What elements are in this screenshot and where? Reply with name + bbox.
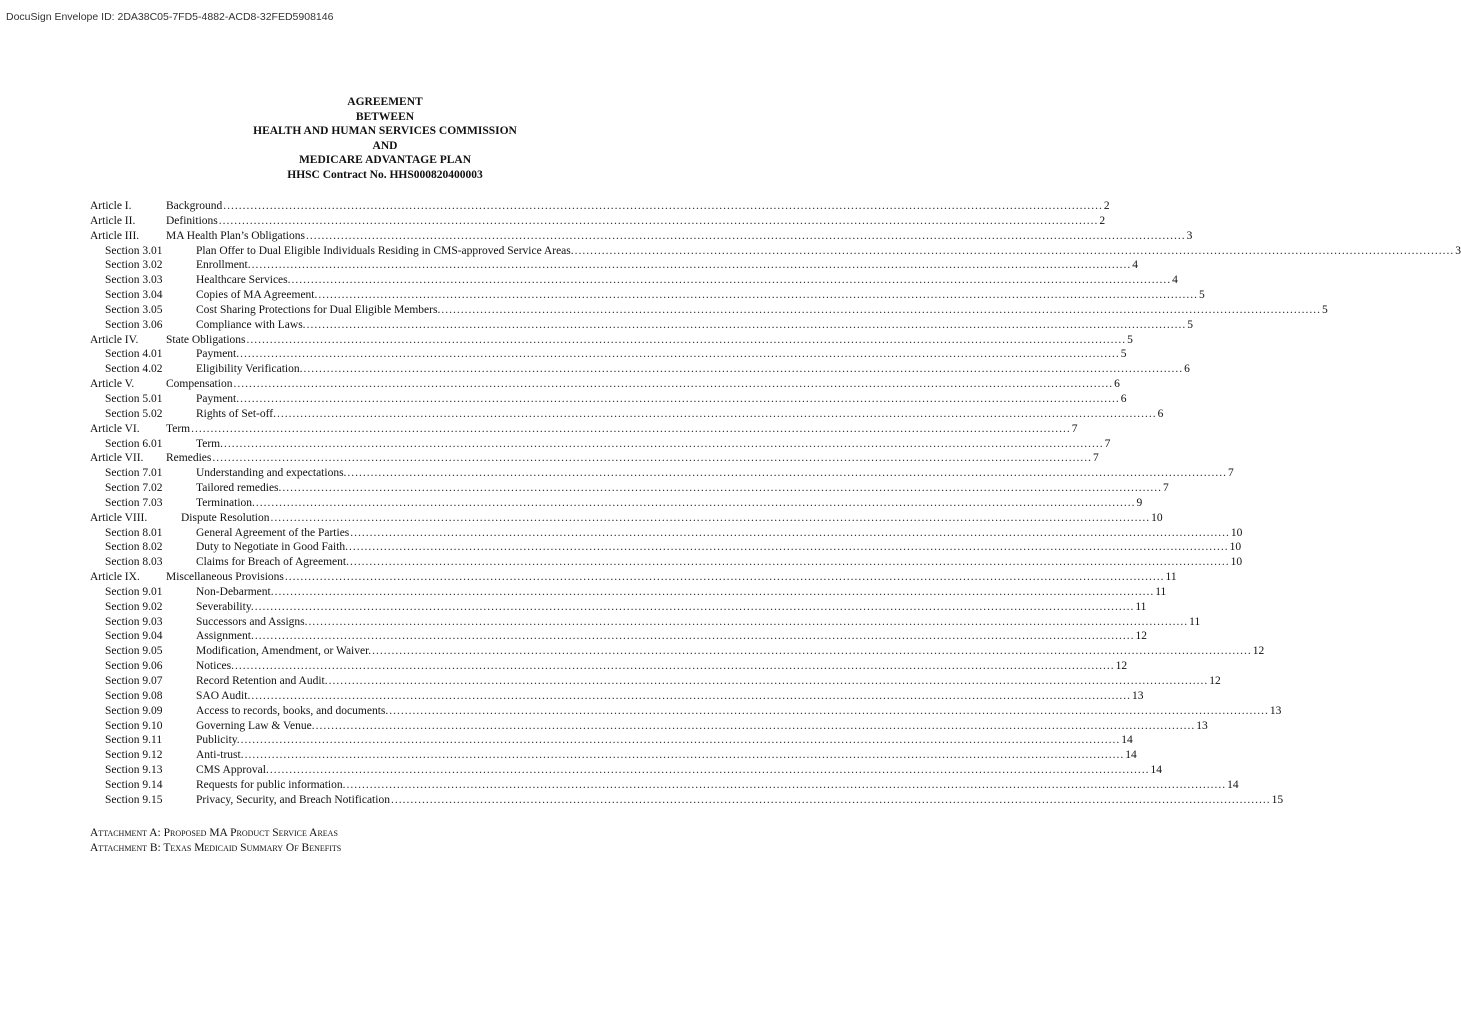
toc-section-row[interactable]	[90, 481, 1169, 496]
toc-page-number: 5	[1120, 348, 1127, 361]
toc-page-number: 6	[1157, 407, 1164, 420]
toc-entry-number: Section 9.10	[105, 719, 163, 732]
toc-dot-leader	[256, 496, 1136, 511]
toc-page-number: 7	[1163, 482, 1169, 495]
toc-entry-title: General Agreement of the Parties	[196, 526, 350, 539]
toc-page-number: 10	[1229, 541, 1242, 554]
toc-section-row[interactable]	[90, 555, 1243, 570]
toc-entry-title: Definitions	[166, 214, 218, 227]
toc-page-number: 3	[1186, 229, 1193, 242]
toc-dot-leader	[303, 362, 1183, 377]
toc-entry-number: Section 9.03	[105, 615, 163, 628]
toc-page-number: 12	[1209, 675, 1221, 687]
toc-section-row[interactable]	[90, 437, 1111, 452]
toc-section-row[interactable]	[90, 778, 1239, 793]
toc-section-row[interactable]	[90, 318, 1193, 333]
toc-article-row[interactable]	[90, 511, 1163, 526]
toc-entry-title: Compensation	[166, 378, 233, 391]
toc-page-number: 2	[1099, 214, 1106, 227]
toc-entry-title: Tailored remedies.	[196, 482, 282, 495]
toc-section-row[interactable]	[90, 644, 1265, 659]
toc-dot-leader	[219, 214, 1099, 229]
toc-dot-leader	[270, 763, 1150, 778]
toc-entry-number: Article IV.	[90, 333, 139, 346]
toc-section-row[interactable]	[90, 600, 1147, 615]
toc-entry-number: Section 9.11	[105, 734, 163, 747]
toc-page-number: 5	[1187, 318, 1193, 331]
toc-entry-number: Section 8.01	[105, 526, 163, 539]
toc-article-row[interactable]	[90, 229, 1193, 244]
toc-article-row[interactable]	[90, 199, 1110, 214]
toc-section-row[interactable]	[90, 362, 1190, 377]
toc-entry-title: Plan Offer to Dual Eligible Individuals Residing in CMS-approved Service Areas.	[196, 244, 574, 257]
toc-dot-leader	[275, 585, 1155, 600]
title-line-ma-plan: MEDICARE ADVANTAGE PLAN	[298, 154, 472, 167]
toc-page-number: 5	[1127, 333, 1133, 346]
toc-entry-title: Term	[166, 422, 191, 435]
toc-section-row[interactable]	[90, 748, 1137, 763]
toc-dot-leader	[240, 392, 1120, 407]
attachments-list	[90, 826, 341, 856]
toc-entry-number: Section 9.12	[105, 749, 163, 762]
toc-dot-leader	[372, 644, 1252, 659]
toc-section-row[interactable]	[90, 585, 1167, 600]
toc-entry-number: Article III.	[90, 229, 140, 242]
toc-section-row[interactable]	[90, 540, 1242, 555]
toc-entry-title: Requests for public information.	[196, 778, 346, 791]
toc-entry-number: Section 9.07	[105, 675, 163, 687]
toc-entry-number: Section 9.06	[105, 660, 163, 673]
toc-entry-number: Section 4.01	[105, 348, 163, 361]
toc-section-row[interactable]	[90, 793, 1284, 808]
toc-page-number: 6	[1184, 363, 1190, 376]
toc-entry-number: Article VII.	[90, 452, 144, 465]
toc-page-number: 2	[1103, 200, 1110, 212]
toc-entry-number: Section 7.01	[105, 467, 163, 480]
toc-dot-leader	[316, 719, 1196, 734]
toc-entry-number: Section 9.04	[105, 630, 163, 643]
toc-article-row[interactable]	[90, 214, 1106, 229]
toc-entry-number: Section 3.06	[105, 318, 163, 331]
toc-dot-leader	[255, 629, 1135, 644]
toc-page-number: 14	[1227, 778, 1239, 791]
toc-entry-title: Privacy, Security, and Breach Notification	[196, 793, 390, 806]
toc-article-row[interactable]	[90, 451, 1099, 466]
toc-entry-title: Healthcare Services.	[196, 274, 291, 287]
toc-article-row[interactable]	[90, 377, 1120, 392]
toc-entry-title: State Obligations	[166, 333, 246, 346]
toc-entry-number: Article VIII.	[90, 511, 148, 524]
toc-dot-leader	[212, 451, 1092, 466]
toc-entry-title: Background	[166, 200, 223, 212]
toc-dot-leader	[271, 511, 1151, 526]
toc-entry-number: Section 9.01	[105, 585, 163, 598]
table-of-contents	[90, 199, 1461, 808]
toc-entry-title: Termination.	[196, 496, 255, 509]
toc-entry-number: Section 8.02	[105, 541, 163, 554]
title-line-agreement: AGREEMENT	[347, 96, 423, 108]
toc-entry-number: Section 6.01	[105, 437, 163, 450]
toc-page-number: 11	[1155, 585, 1167, 598]
toc-entry-number: Section 5.01	[105, 392, 163, 405]
toc-entry-title: Miscellaneous Provisions	[166, 571, 284, 584]
toc-entry-title: Assignment.	[196, 630, 254, 643]
toc-section-row[interactable]	[90, 496, 1143, 511]
toc-entry-title: Severability.	[196, 600, 254, 613]
toc-page-number: 14	[1150, 764, 1162, 777]
toc-page-number: 7	[1092, 452, 1099, 465]
toc-page-number: 13	[1196, 719, 1208, 732]
toc-entry-title: Eligibility Verification.	[196, 363, 303, 376]
toc-dot-leader	[255, 600, 1135, 615]
toc-page-number: 7	[1228, 467, 1234, 480]
toc-entry-number: Section 3.01	[105, 244, 163, 257]
toc-entry-number: Section 9.09	[105, 704, 163, 717]
toc-entry-title: Anti-trust.	[196, 749, 244, 762]
toc-page-number: 11	[1189, 615, 1201, 628]
toc-section-row[interactable]	[90, 288, 1205, 303]
toc-entry-title: Notices.	[196, 660, 235, 673]
toc-entry-title: Copies of MA Agreement.	[196, 289, 318, 302]
toc-entry-number: Article II.	[90, 214, 136, 227]
toc-page-number: 10	[1230, 556, 1243, 569]
title-line-between: BETWEEN	[355, 110, 415, 123]
toc-page-number: 11	[1135, 600, 1147, 613]
toc-page-number: 15	[1271, 793, 1284, 806]
toc-page-number: 6	[1114, 378, 1120, 391]
toc-entry-title: Publicity.	[196, 734, 240, 747]
toc-entry-title: Successors and Assigns.	[196, 615, 308, 628]
toc-entry-number: Section 8.03	[105, 556, 163, 569]
toc-page-number: 12	[1115, 660, 1128, 673]
toc-entry-title: Claims for Breach of Agreement.	[196, 556, 349, 569]
toc-entry-title: Governing Law & Venue.	[196, 719, 315, 732]
toc-entry-number: Section 9.08	[105, 689, 163, 702]
toc-entry-title: Duty to Negotiate in Good Faith.	[196, 541, 349, 554]
toc-entry-number: Section 9.02	[105, 600, 163, 613]
toc-article-row[interactable]	[90, 570, 1177, 585]
toc-section-row[interactable]	[90, 347, 1127, 362]
toc-dot-leader	[306, 229, 1186, 244]
toc-entry-title: Record Retention and Audit.	[196, 675, 328, 687]
toc-entry-title: Compliance with Laws.	[196, 318, 306, 331]
toc-entry-number: Section 7.03	[105, 496, 163, 509]
toc-dot-leader	[307, 318, 1187, 333]
toc-page-number: 11	[1165, 571, 1177, 584]
toc-entry-title: Payment.	[196, 348, 240, 361]
toc-entry-number: Article I.	[90, 200, 132, 212]
toc-page-number: 7	[1071, 422, 1078, 435]
toc-entry-number: Section 9.05	[105, 645, 163, 658]
attachment-entry: Attachment A: Proposed MA Product Service Areas	[90, 827, 338, 839]
toc-dot-leader	[389, 704, 1269, 719]
toc-dot-leader	[277, 407, 1157, 422]
toc-entry-title: Cost Sharing Protections for Dual Eligible Members.	[196, 303, 441, 316]
toc-page-number: 4	[1172, 274, 1178, 287]
toc-dot-leader	[346, 778, 1226, 793]
toc-section-row[interactable]	[90, 407, 1164, 422]
toc-section-row[interactable]	[90, 659, 1128, 674]
toc-page-number: 5	[1321, 303, 1328, 316]
toc-dot-leader	[245, 748, 1125, 763]
toc-section-row[interactable]	[90, 689, 1144, 704]
toc-section-row[interactable]	[90, 258, 1138, 273]
toc-dot-leader	[241, 733, 1121, 748]
toc-dot-leader	[347, 466, 1227, 481]
toc-dot-leader	[247, 333, 1127, 348]
toc-section-row[interactable]	[90, 526, 1243, 541]
toc-section-row[interactable]	[90, 674, 1221, 689]
toc-entry-number: Section 9.15	[105, 793, 163, 806]
toc-dot-leader	[349, 540, 1229, 555]
toc-page-number: 10	[1230, 526, 1243, 539]
toc-dot-leader	[252, 258, 1132, 273]
toc-section-row[interactable]	[90, 763, 1162, 778]
toc-entry-title: Enrollment.	[196, 259, 251, 272]
toc-dot-leader	[318, 288, 1198, 303]
title-line-hhsc: HEALTH AND HUMAN SERVICES COMMISSION	[253, 125, 517, 138]
title-line-contract-no: HHSC Contract No. HHS000820400003	[287, 168, 483, 181]
toc-dot-leader	[292, 273, 1172, 288]
toc-entry-title: Payment.	[196, 392, 240, 405]
toc-dot-leader	[282, 481, 1162, 496]
toc-entry-title: MA Health Plan’s Obligations	[166, 229, 305, 242]
toc-dot-leader	[240, 347, 1120, 362]
toc-page-number: 10	[1151, 511, 1163, 524]
toc-dot-leader	[309, 615, 1189, 630]
toc-page-number: 14	[1121, 734, 1133, 747]
toc-entry-title: Non-Debarment.	[196, 585, 274, 598]
toc-section-row[interactable]	[90, 615, 1201, 630]
toc-dot-leader	[441, 303, 1321, 318]
toc-entry-number: Section 4.02	[105, 363, 163, 376]
toc-page-number: 7	[1104, 437, 1111, 450]
toc-dot-leader	[223, 199, 1103, 214]
toc-dot-leader	[350, 555, 1230, 570]
title-line-and: AND	[372, 139, 398, 152]
toc-entry-number: Article VI.	[90, 422, 140, 435]
toc-page-number: 6	[1120, 392, 1127, 405]
toc-entry-number: Section 3.05	[105, 303, 163, 316]
toc-dot-leader	[224, 437, 1104, 452]
toc-page-number: 12	[1135, 630, 1147, 643]
toc-entry-number: Section 3.02	[105, 259, 163, 272]
attachment-entry: Attachment B: Texas Medicaid Summary Of Benefits	[90, 841, 342, 854]
toc-section-row[interactable]	[90, 629, 1147, 644]
toc-entry-title: Remedies	[166, 452, 212, 465]
toc-article-row[interactable]	[90, 333, 1133, 348]
toc-entry-title: SAO Audit.	[196, 689, 251, 702]
toc-dot-leader	[575, 244, 1455, 259]
toc-entry-number: Section 9.13	[105, 764, 163, 777]
toc-entry-number: Section 3.04	[105, 289, 163, 302]
toc-entry-title: Modification, Amendment, or Waiver.	[196, 645, 372, 658]
toc-section-row[interactable]	[90, 719, 1208, 734]
toc-entry-title: Understanding and expectations.	[196, 467, 347, 480]
toc-entry-title: Rights of Set-off.	[196, 407, 276, 420]
toc-entry-number: Section 3.03	[105, 274, 163, 287]
toc-section-row[interactable]	[90, 466, 1234, 481]
toc-section-row[interactable]	[90, 303, 1328, 318]
toc-article-row[interactable]	[90, 422, 1078, 437]
toc-entry-number: Section 7.02	[105, 482, 163, 495]
toc-entry-title: Term.	[196, 437, 223, 450]
docusign-envelope-id: DocuSign Envelope ID: 2DA38C05-7FD5-4882-ACD8-32FED5908146	[6, 11, 334, 23]
toc-page-number: 3	[1455, 244, 1461, 257]
toc-page-number: 4	[1132, 259, 1138, 272]
toc-page-number: 14	[1125, 749, 1137, 762]
document-title	[0, 95, 770, 183]
toc-dot-leader	[285, 570, 1165, 585]
toc-dot-leader	[391, 793, 1271, 808]
toc-dot-leader	[235, 659, 1115, 674]
toc-entry-title: Access to records, books, and documents.	[196, 704, 389, 717]
toc-page-number: 13	[1131, 689, 1144, 702]
toc-dot-leader	[233, 377, 1113, 392]
toc-section-row[interactable]	[90, 244, 1461, 259]
toc-section-row[interactable]	[90, 273, 1178, 288]
toc-section-row[interactable]	[90, 733, 1133, 748]
toc-page-number: 12	[1252, 645, 1265, 658]
toc-entry-number: Article IX.	[90, 571, 140, 584]
toc-page-number: 9	[1136, 496, 1143, 509]
toc-dot-leader	[191, 422, 1071, 437]
toc-entry-number: Article V.	[90, 378, 135, 391]
toc-page-number: 5	[1199, 289, 1205, 302]
toc-entry-title: Dispute Resolution	[181, 511, 270, 524]
toc-entry-number: Section 5.02	[105, 407, 163, 420]
toc-dot-leader	[329, 674, 1209, 689]
toc-entry-title: CMS Approval.	[196, 764, 269, 777]
toc-section-row[interactable]	[90, 392, 1127, 407]
toc-dot-leader	[251, 689, 1131, 704]
toc-entry-number: Section 9.14	[105, 778, 163, 791]
toc-page-number: 13	[1269, 704, 1282, 717]
toc-section-row[interactable]	[90, 704, 1282, 719]
toc-dot-leader	[350, 526, 1230, 541]
